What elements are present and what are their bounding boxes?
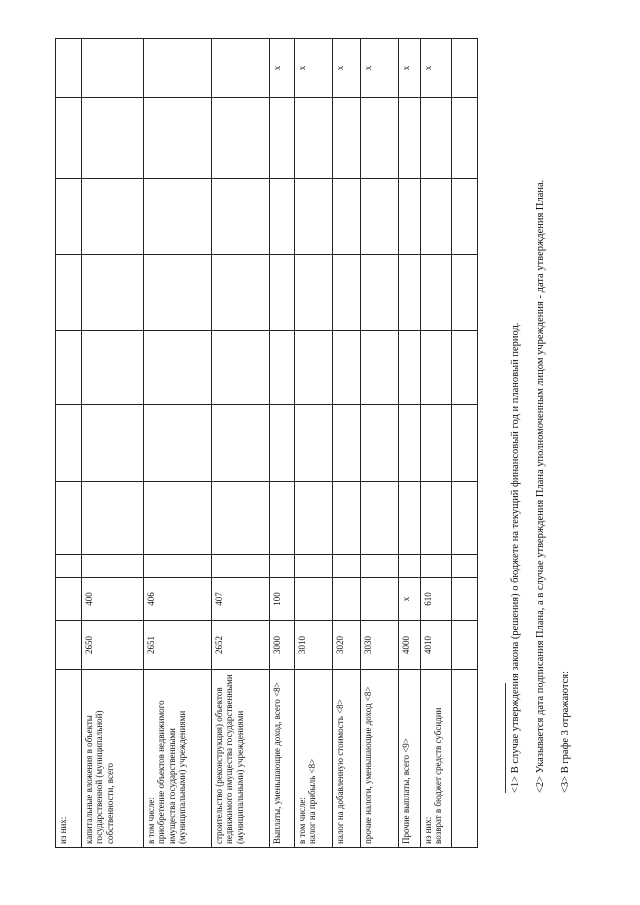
value-cell bbox=[82, 255, 144, 331]
footnote-3: <3> В графе 3 отражаются: bbox=[560, 670, 571, 793]
row-code: 3020 bbox=[333, 621, 361, 670]
row-code: 3030 bbox=[361, 621, 399, 670]
row-mark: x bbox=[361, 39, 399, 98]
value-cell bbox=[399, 555, 421, 578]
value-cell bbox=[144, 255, 212, 331]
value-cell bbox=[452, 482, 478, 555]
row-code-2: 610 bbox=[421, 578, 452, 621]
row-code: 2650 bbox=[82, 621, 144, 670]
value-cell bbox=[452, 255, 478, 331]
value-cell bbox=[452, 179, 478, 255]
value-cell bbox=[56, 98, 82, 179]
value-cell bbox=[82, 98, 144, 179]
value-cell bbox=[452, 405, 478, 482]
value-cell bbox=[452, 98, 478, 179]
row-code-2: 407 bbox=[212, 578, 270, 621]
value-cell bbox=[399, 179, 421, 255]
table-row bbox=[333, 39, 361, 848]
value-cell bbox=[399, 98, 421, 179]
value-cell bbox=[295, 179, 333, 255]
value-cell bbox=[56, 482, 82, 555]
table-row bbox=[399, 39, 421, 848]
row-label bbox=[452, 670, 478, 848]
value-cell bbox=[333, 405, 361, 482]
value-cell bbox=[421, 255, 452, 331]
row-mark: x bbox=[421, 39, 452, 98]
value-cell bbox=[82, 482, 144, 555]
table-row bbox=[361, 39, 399, 848]
row-code-2: 100 bbox=[270, 578, 295, 621]
value-cell bbox=[399, 405, 421, 482]
value-cell bbox=[295, 405, 333, 482]
value-cell bbox=[361, 405, 399, 482]
row-code-2: 406 bbox=[144, 578, 212, 621]
value-cell bbox=[361, 331, 399, 405]
value-cell bbox=[421, 331, 452, 405]
row-label: в том числе: приобретение объектов недвижимого имущества государственными (муниципальными) учреждениями bbox=[144, 670, 212, 848]
value-cell bbox=[399, 331, 421, 405]
value-cell bbox=[421, 98, 452, 179]
value-cell bbox=[56, 405, 82, 482]
value-cell bbox=[212, 98, 270, 179]
value-cell bbox=[144, 555, 212, 578]
value-cell bbox=[270, 482, 295, 555]
value-cell bbox=[82, 331, 144, 405]
row-code: 4000 bbox=[399, 621, 421, 670]
table-row bbox=[144, 39, 212, 848]
value-cell bbox=[56, 331, 82, 405]
table-row bbox=[295, 39, 333, 848]
value-cell bbox=[82, 405, 144, 482]
value-cell bbox=[144, 482, 212, 555]
value-cell bbox=[421, 405, 452, 482]
table-row bbox=[212, 39, 270, 848]
value-cell bbox=[56, 555, 82, 578]
row-mark: x bbox=[295, 39, 333, 98]
value-cell bbox=[270, 255, 295, 331]
value-cell bbox=[295, 555, 333, 578]
value-cell bbox=[270, 98, 295, 179]
value-cell bbox=[82, 555, 144, 578]
row-code-2 bbox=[333, 578, 361, 621]
value-cell bbox=[333, 555, 361, 578]
value-cell bbox=[212, 255, 270, 331]
value-cell bbox=[295, 98, 333, 179]
table-row bbox=[421, 39, 452, 848]
value-cell bbox=[361, 98, 399, 179]
row-label: строительство (реконструкция) объектов недвижимого имущества государственными (муниципальными) учреждениями bbox=[212, 670, 270, 848]
row-mark: x bbox=[399, 39, 421, 98]
value-cell bbox=[361, 482, 399, 555]
value-cell bbox=[295, 255, 333, 331]
value-cell bbox=[452, 331, 478, 405]
financial-plan-table bbox=[55, 38, 478, 848]
value-cell bbox=[144, 331, 212, 405]
value-cell bbox=[361, 555, 399, 578]
value-cell bbox=[421, 555, 452, 578]
row-label: прочие налоги, уменьшающие доход <8> bbox=[361, 670, 399, 848]
value-cell bbox=[295, 331, 333, 405]
value-cell bbox=[56, 255, 82, 331]
row-mark bbox=[56, 39, 82, 98]
value-cell bbox=[452, 555, 478, 578]
row-code bbox=[452, 621, 478, 670]
row-mark: x bbox=[270, 39, 295, 98]
value-cell bbox=[270, 179, 295, 255]
row-code-2 bbox=[452, 578, 478, 621]
row-mark bbox=[452, 39, 478, 98]
value-cell bbox=[333, 179, 361, 255]
value-cell bbox=[212, 405, 270, 482]
row-label: капитальные вложения в объекты государственной (муниципальной) собственности, всего bbox=[82, 670, 144, 848]
value-cell bbox=[333, 98, 361, 179]
row-mark bbox=[82, 39, 144, 98]
value-cell bbox=[270, 555, 295, 578]
row-code-2 bbox=[361, 578, 399, 621]
value-cell bbox=[144, 98, 212, 179]
table-row bbox=[56, 39, 82, 848]
row-code: 3000 bbox=[270, 621, 295, 670]
table-row bbox=[452, 39, 478, 848]
value-cell bbox=[295, 482, 333, 555]
row-code bbox=[56, 621, 82, 670]
row-mark bbox=[212, 39, 270, 98]
row-label: в том числе: налог на прибыль <8> bbox=[295, 670, 333, 848]
value-cell bbox=[333, 331, 361, 405]
value-cell bbox=[212, 179, 270, 255]
row-mark bbox=[144, 39, 212, 98]
value-cell bbox=[212, 331, 270, 405]
value-cell bbox=[421, 482, 452, 555]
row-label: из них: bbox=[56, 670, 82, 848]
value-cell bbox=[56, 179, 82, 255]
value-cell bbox=[333, 255, 361, 331]
row-label: из них: возврат в бюджет средств субсидии bbox=[421, 670, 452, 848]
row-code-2: x bbox=[399, 578, 421, 621]
value-cell bbox=[144, 179, 212, 255]
row-code: 3010 bbox=[295, 621, 333, 670]
value-cell bbox=[399, 255, 421, 331]
value-cell bbox=[361, 255, 399, 331]
table-row bbox=[82, 39, 144, 848]
footnote-2: <2> Указывается дата подписания Плана, а в случае утверждения Плана уполномоченным лицом учреждения - дата утверждения Плана. bbox=[535, 179, 546, 793]
row-code: 4010 bbox=[421, 621, 452, 670]
row-code-2 bbox=[295, 578, 333, 621]
row-code: 2651 bbox=[144, 621, 212, 670]
value-cell bbox=[399, 482, 421, 555]
value-cell bbox=[270, 331, 295, 405]
footnote-1: <1> В случае утверждения закона (решения) о бюджете на текущий финансовый год и плановый период. bbox=[510, 322, 521, 793]
row-label: Прочие выплаты, всего <9> bbox=[399, 670, 421, 848]
value-cell bbox=[333, 482, 361, 555]
table-row bbox=[270, 39, 295, 848]
row-label: налог на добавленную стоимость <8> bbox=[333, 670, 361, 848]
row-mark: x bbox=[333, 39, 361, 98]
row-code: 2652 bbox=[212, 621, 270, 670]
footnote-separator bbox=[505, 683, 506, 793]
value-cell bbox=[144, 405, 212, 482]
value-cell bbox=[361, 179, 399, 255]
value-cell bbox=[270, 405, 295, 482]
value-cell bbox=[212, 555, 270, 578]
value-cell bbox=[212, 482, 270, 555]
row-code-2: 400 bbox=[82, 578, 144, 621]
value-cell bbox=[421, 179, 452, 255]
row-code-2 bbox=[56, 578, 82, 621]
row-label: Выплаты, уменьшающие доход, всего <8> bbox=[270, 670, 295, 848]
value-cell bbox=[82, 179, 144, 255]
